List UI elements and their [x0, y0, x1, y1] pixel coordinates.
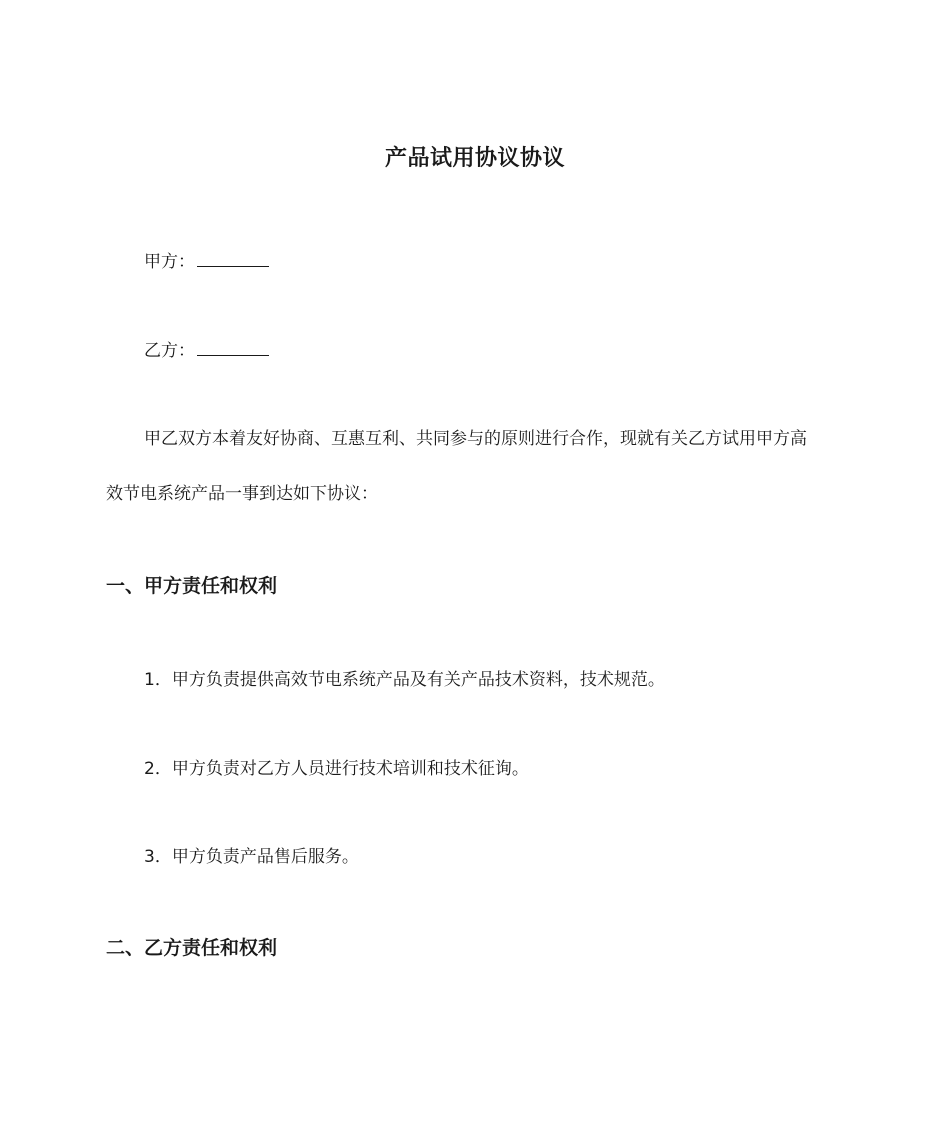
party-b-label: 乙方：: [144, 341, 195, 361]
party-a-label: 甲方：: [144, 252, 195, 272]
section-1-item-2: 2．甲方负责对乙方人员进行技术培训和技术征询。: [144, 759, 529, 779]
party-b-line: [144, 337, 269, 365]
section-1-item-1: 1．甲方负责提供高效节电系统产品及有关产品技术资料，技术规范。: [144, 670, 665, 690]
party-b-blank: [197, 337, 269, 356]
intro-paragraph-line-1: 甲乙双方本着友好协商、互惠互利、共同参与的原则进行合作，现就有关乙方试用甲方高: [144, 429, 807, 449]
party-a-line: [144, 248, 269, 276]
section-1-heading: 一、甲方责任和权利: [106, 575, 278, 597]
intro-paragraph-line-2: 效节电系统产品一事到达如下协议：: [106, 484, 378, 504]
document-title: 产品试用协议协议: [384, 146, 565, 171]
section-2-heading: 二、乙方责任和权利: [106, 937, 278, 959]
section-1-item-3: 3．甲方负责产品售后服务。: [144, 847, 359, 867]
party-a-blank: [197, 248, 269, 267]
